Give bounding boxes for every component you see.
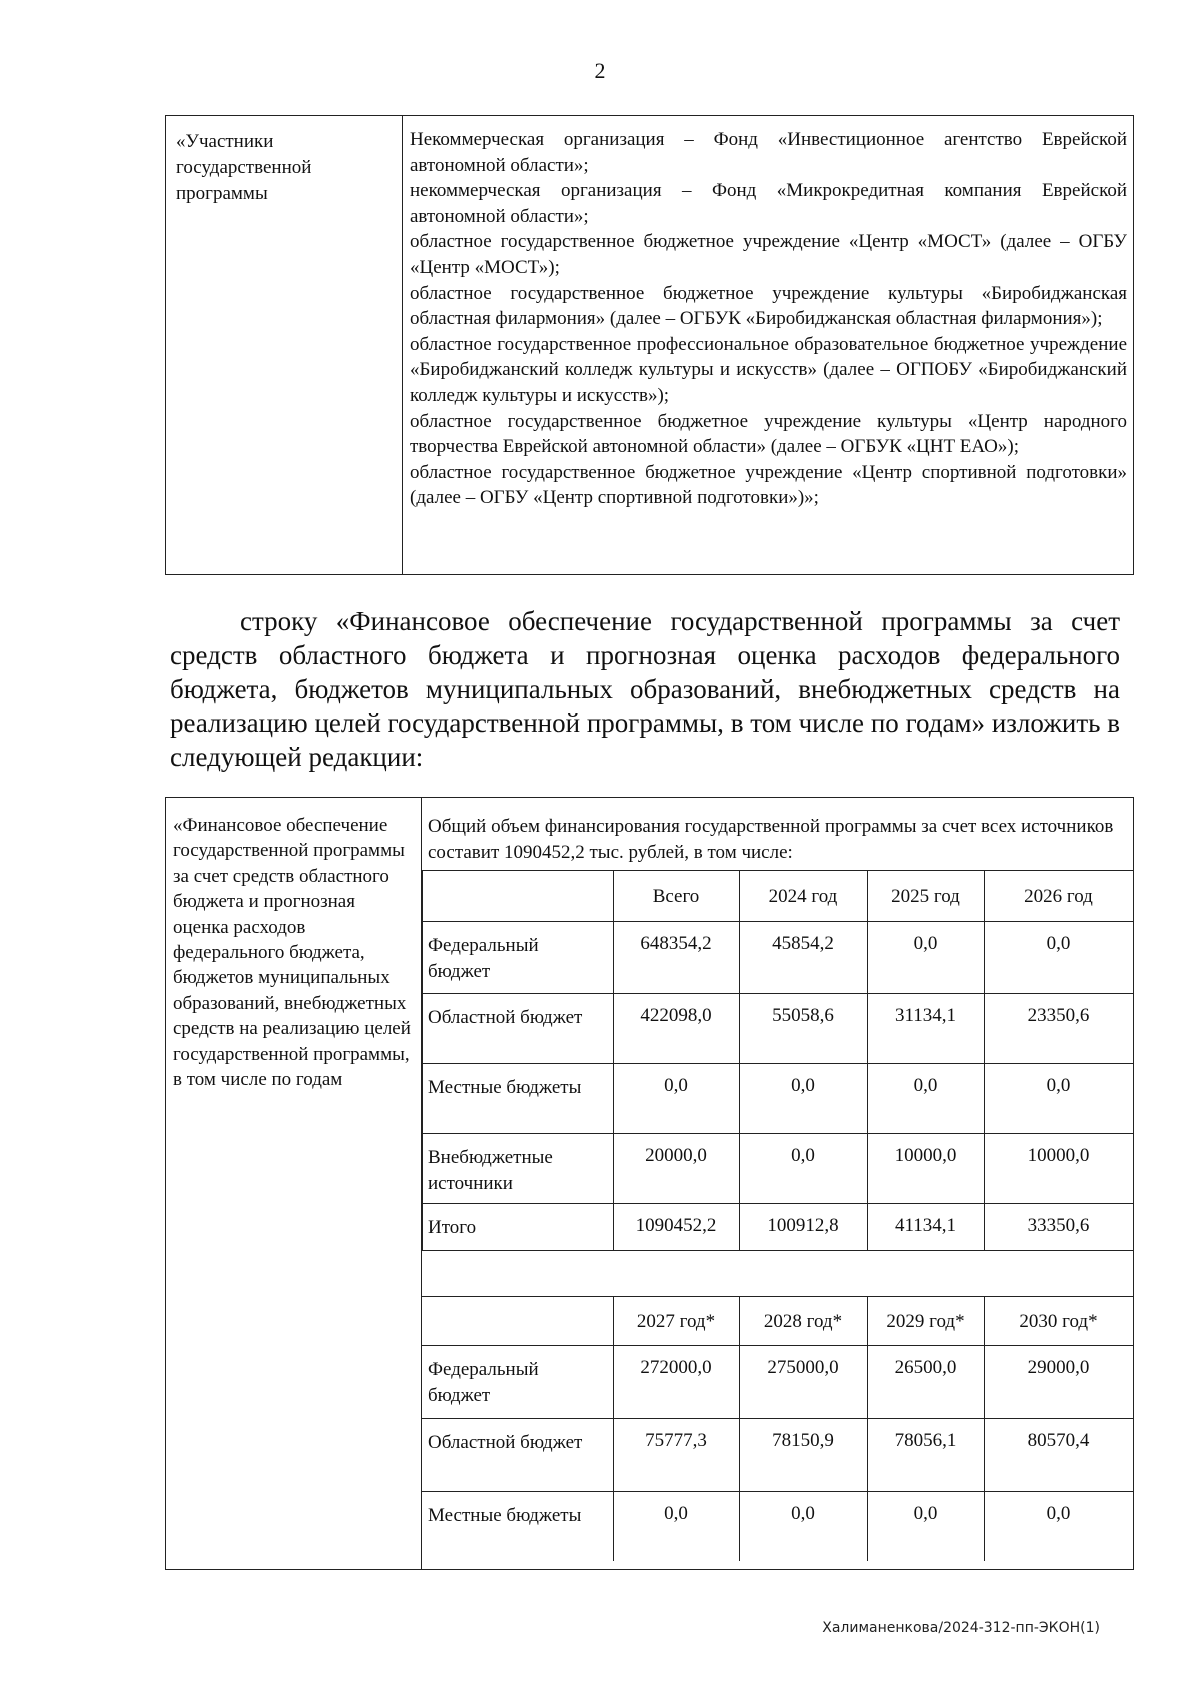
- participant-line: областное государственное бюджетное учреждение культуры «Центр народного творчества Еврейской автономной области» (далее – ОГБУК «ЦНТ ЕАО»);: [410, 410, 1127, 458]
- value-cell: 45854,2: [772, 933, 834, 954]
- year-header: 2029 год*: [886, 1311, 965, 1332]
- value-cell: 275000,0: [767, 1357, 839, 1378]
- row-label: Внебюджетные источники: [428, 1147, 553, 1194]
- grid-line: [422, 871, 423, 1250]
- row-label: Областной бюджет: [428, 1432, 583, 1453]
- participant-line: областное государственное бюджетное учреждение «Центр спортивной подготовки» (далее – ОГБУ «Центр спортивной подготовки»)»;: [410, 461, 1127, 509]
- grid-line: [422, 1418, 1133, 1419]
- value-cell: 0,0: [791, 1075, 815, 1096]
- grid-line: [613, 871, 614, 1250]
- value-cell: 23350,6: [1027, 1005, 1090, 1026]
- grid-line: [867, 871, 868, 1250]
- participants-table: [165, 115, 1134, 575]
- value-cell: 41134,1: [894, 1215, 957, 1236]
- finance-grid: [422, 798, 1133, 1569]
- row-label: Областной бюджет: [428, 1007, 583, 1028]
- year-header: 2024 год: [768, 886, 838, 907]
- value-cell: 422098,0: [640, 1005, 712, 1026]
- value-cell: 272000,0: [640, 1357, 712, 1378]
- grid-line: [422, 1063, 1133, 1064]
- row-label: Федеральный бюджет: [428, 935, 539, 982]
- value-cell: 10000,0: [1027, 1145, 1090, 1166]
- finance-label: «Финансовое обеспечение государственной программы за счет средств областного бюджета и прогнозная оценка расходов федерального бюджета, бюджетов муниципальных образований, внебюджетных средств на реализацию целей государственной программы, в том числе по годам: [166, 798, 422, 1569]
- value-cell: 0,0: [791, 1145, 815, 1166]
- value-cell: 0,0: [913, 1503, 938, 1524]
- participants-label: «Участники государственной программы: [166, 116, 403, 574]
- value-cell: 31134,1: [894, 1005, 957, 1026]
- grid-line: [422, 1345, 1133, 1346]
- value-cell: 0,0: [913, 1075, 938, 1096]
- grid-line: [422, 1133, 1133, 1134]
- value-cell: 55058,6: [772, 1005, 834, 1026]
- page-number: 2: [594, 58, 606, 83]
- year-header: 2026 год: [1024, 886, 1093, 907]
- grid-line: [422, 993, 1133, 994]
- participant-line: областное государственное бюджетное учреждение культуры «Биробиджанская областная филармония» (далее – ОГБУК «Биробиджанская областная филармония»);: [410, 282, 1127, 330]
- participant-line: Некоммерческая организация – Фонд «Инвестиционное агентство Еврейской автономной области»;: [410, 129, 1127, 176]
- participants-list: [403, 116, 1133, 574]
- year-header: 2030 год*: [1019, 1311, 1098, 1332]
- grid-line: [739, 871, 740, 1250]
- year-header: 2028 год*: [763, 1311, 843, 1332]
- value-cell: 0,0: [1046, 1075, 1071, 1096]
- finance-table: [165, 797, 1134, 1570]
- year-header: 2027 год*: [636, 1311, 716, 1332]
- value-cell: 10000,0: [894, 1145, 957, 1166]
- value-cell: 0,0: [664, 1075, 688, 1096]
- year-header: 2025 год: [891, 886, 960, 907]
- document-footer: Халиманенкова/2024-312-пп-ЭКОН(1): [822, 1620, 1100, 1636]
- row-label: Местные бюджеты: [428, 1077, 582, 1098]
- row-label: Федеральный бюджет: [428, 1359, 539, 1406]
- value-cell: 0,0: [913, 933, 938, 954]
- value-cell: 20000,0: [645, 1145, 707, 1166]
- grid-line: [422, 1491, 1133, 1492]
- value-cell: 33350,6: [1027, 1215, 1090, 1236]
- grid-line: [984, 1296, 985, 1561]
- row-label: Местные бюджеты: [428, 1505, 582, 1526]
- value-cell: 100912,8: [767, 1215, 839, 1236]
- participant-line: областное государственное бюджетное учреждение «Центр «МОСТ» (далее – ОГБУ «Центр «МОСТ»);: [410, 231, 1127, 278]
- year-header: Всего: [652, 886, 700, 907]
- grid-line: [867, 1296, 868, 1561]
- finance-intro: Общий объем финансирования государственной программы за счет всех источников составит 1090452,2 тыс. рублей, в том числе:: [422, 798, 1133, 871]
- value-cell: 78150,9: [772, 1430, 834, 1451]
- value-cell: 80570,4: [1027, 1430, 1090, 1451]
- amendment-paragraph: [170, 604, 1120, 774]
- value-cell: 75777,3: [645, 1430, 707, 1451]
- grid-line: [613, 1296, 614, 1561]
- grid-line: [422, 1203, 1133, 1204]
- participant-line: некоммерческая организация – Фонд «Микрокредитная компания Еврейской автономной области»;: [410, 180, 1127, 227]
- amendment-text: строку «Финансовое обеспечение государственной программы за счет средств областного бюджета и прогнозная оценка расходов федерального бюджета, бюджетов муниципальных образований, внебюджетных средств на реализацию целей государственной программы, в том числе по годам» изложить в следующей редакции:: [170, 606, 1120, 772]
- row-label: Итого: [428, 1217, 477, 1238]
- value-cell: 26500,0: [894, 1357, 957, 1378]
- grid-line: [422, 1250, 1133, 1251]
- value-cell: 0,0: [1046, 933, 1071, 954]
- value-cell: 0,0: [664, 1503, 688, 1524]
- participant-line: областное государственное профессиональное образовательное бюджетное учреждение «Биробиджанский колледж культуры и искусств» (далее – ОГПОБУ «Биробиджанский колледж культуры и искусств»);: [410, 333, 1127, 406]
- grid-line: [984, 871, 985, 1250]
- value-cell: 648354,2: [640, 933, 712, 954]
- value-cell: 1090452,2: [635, 1215, 717, 1236]
- grid-line: [739, 1296, 740, 1561]
- value-cell: 0,0: [791, 1503, 815, 1524]
- grid-line: [422, 1296, 1133, 1297]
- value-cell: 78056,1: [894, 1430, 957, 1451]
- value-cell: 0,0: [1046, 1503, 1071, 1524]
- value-cell: 29000,0: [1027, 1357, 1090, 1378]
- grid-line: [422, 921, 1133, 922]
